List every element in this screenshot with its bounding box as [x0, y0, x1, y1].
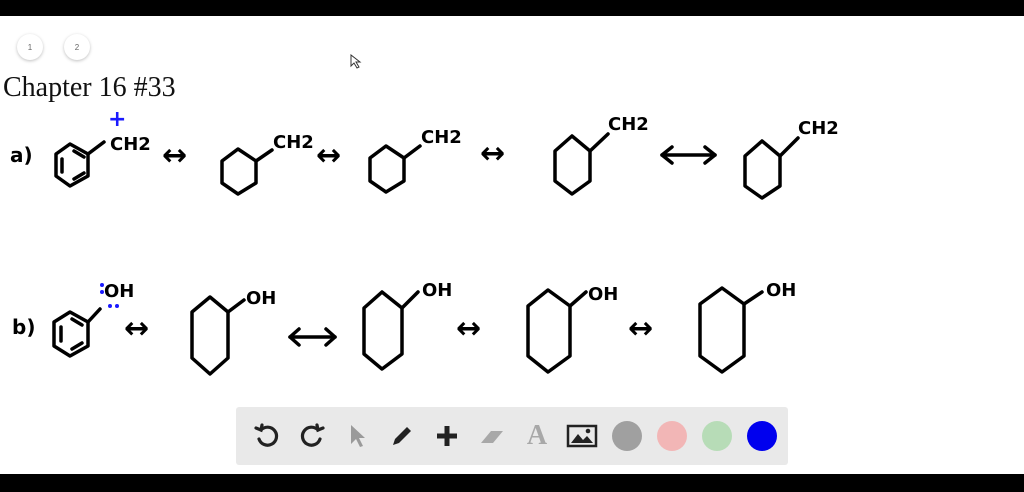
ch2-a5: CH2	[798, 118, 839, 139]
pointer-tool-button[interactable]	[338, 417, 376, 455]
ch2-a1: CH2	[110, 134, 151, 155]
text-icon: A	[526, 420, 548, 451]
cyclohexanol-ring-b2	[192, 297, 244, 374]
resonance-arrow: ↔	[480, 136, 506, 171]
resonance-arrow: ↔	[456, 311, 482, 346]
cyclohexyl-ring-a3	[370, 146, 420, 192]
label-a: a)	[10, 143, 33, 167]
cyclohexanol-ring-b3	[364, 292, 418, 369]
color-blue-swatch[interactable]	[743, 417, 781, 455]
pen-tool-button[interactable]	[383, 417, 421, 455]
color-gray-swatch[interactable]	[608, 417, 646, 455]
ch2-a4: CH2	[608, 114, 649, 135]
pointer-icon	[344, 422, 370, 450]
pen-icon	[388, 422, 416, 450]
undo-button[interactable]	[248, 417, 286, 455]
benzene-ring-b	[54, 309, 100, 356]
page-title: Chapter 16 #33	[3, 72, 176, 103]
ch2-a3: CH2	[421, 127, 462, 148]
pink-swatch	[657, 421, 687, 451]
long-resonance-arrow	[662, 147, 715, 163]
positive-charge: +	[108, 107, 127, 132]
oh-b4: OH	[588, 284, 619, 305]
redo-icon	[298, 422, 326, 450]
text-tool-button[interactable]	[518, 417, 556, 455]
handwritten-drawing	[0, 16, 1024, 474]
ch2-a2: CH2	[273, 132, 314, 153]
page-1-label: 1	[27, 42, 33, 52]
cyclohexyl-ring-a4	[555, 134, 608, 194]
image-tool-button[interactable]	[563, 417, 601, 455]
gray-swatch	[612, 421, 642, 451]
color-green-swatch[interactable]	[698, 417, 736, 455]
green-swatch	[702, 421, 732, 451]
eraser-tool-button[interactable]	[473, 417, 511, 455]
add-button[interactable]	[428, 417, 466, 455]
page-2-label: 2	[74, 42, 80, 52]
cyclohexyl-ring-a5	[745, 138, 798, 198]
eraser-icon	[477, 423, 507, 449]
resonance-arrow: ↔	[162, 138, 188, 173]
cyclohexyl-ring-a2	[222, 149, 272, 194]
benzene-ring-a	[56, 142, 104, 186]
oh-b1: OH	[104, 281, 135, 302]
oh-b3: OH	[422, 280, 453, 301]
resonance-arrow: ↔	[316, 138, 342, 173]
oh-b2: OH	[246, 288, 277, 309]
long-resonance-arrow	[290, 329, 335, 345]
image-icon	[566, 423, 598, 449]
label-b: b)	[12, 315, 36, 339]
redo-button[interactable]	[293, 417, 331, 455]
undo-icon	[253, 422, 281, 450]
color-pink-swatch[interactable]	[653, 417, 691, 455]
resonance-arrow: ↔	[124, 311, 150, 346]
drawing-toolbar	[236, 407, 788, 465]
blue-swatch	[747, 421, 777, 451]
whiteboard-canvas[interactable]	[0, 16, 1024, 474]
oh-b5: OH	[766, 280, 797, 301]
cyclohexanol-ring-b5	[700, 288, 762, 372]
resonance-arrow: ↔	[628, 311, 654, 346]
add-icon	[434, 423, 460, 449]
cyclohexanol-ring-b4	[528, 290, 586, 372]
